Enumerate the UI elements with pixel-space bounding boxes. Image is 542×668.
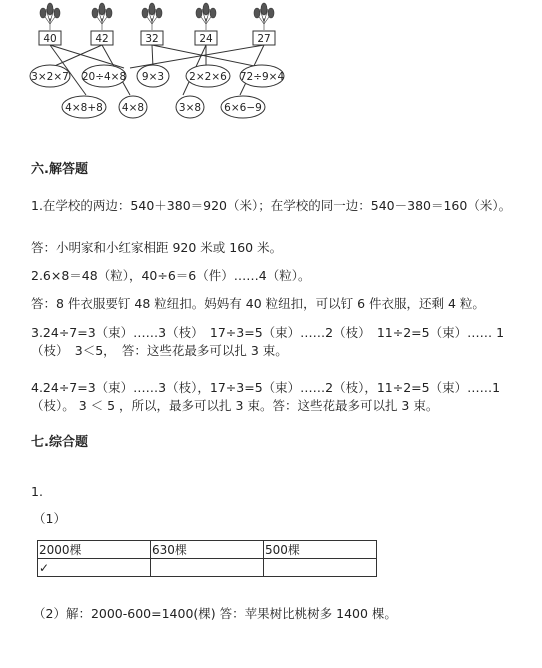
sub1-label: （1） — [33, 511, 66, 526]
sign-40: 40 — [43, 33, 57, 45]
q4-line1: 4.24÷7=3（束）……3（枝），17÷3=5（束）……2（枝），11÷2=5（束）……1 — [31, 380, 501, 395]
table-header-cell: 500棵 — [264, 541, 377, 559]
sub2-text: （2）解：2000-600=1400(棵) 答：苹果树比桃树多 1400 棵。 — [33, 606, 397, 621]
sign-27: 27 — [257, 33, 271, 45]
pot-6x6minus9: 6×6−9 — [224, 102, 262, 114]
pot-4x8plus8: 4×8+8 — [65, 102, 103, 114]
pot-2x2x6: 2×2×6 — [189, 71, 227, 83]
pot-9x3: 9×3 — [141, 71, 165, 83]
sign-42: 42 — [95, 33, 109, 45]
table-cell — [264, 559, 377, 577]
pot-3x2x7: 3×2×7 — [31, 71, 69, 83]
checkmark-cell: ✓ — [38, 559, 151, 577]
q1-text: 1.在学校的两边：540＋380＝920（米）；在学校的同一边：540－380＝160（米）。 — [31, 198, 512, 213]
q1-answer: 答：小明家和小红家相距 920 米或 160 米。 — [31, 240, 283, 255]
flower-icon — [40, 3, 60, 30]
pot-3x8: 3×8 — [178, 102, 202, 114]
flower-icon — [196, 3, 216, 30]
q2-answer: 答：8 件衣服要钉 48 粒纽扣。妈妈有 40 粒纽扣，可以钉 6 件衣服，还剩 4 粒。 — [31, 296, 485, 311]
q2-text: 2.6×8＝48（粒），40÷6＝6（件）……4（粒）。 — [31, 268, 311, 283]
flower-icon — [254, 3, 274, 30]
table-cell — [151, 559, 264, 577]
pot-20div4x8: 20÷4×8 — [81, 71, 127, 83]
table-header-cell: 630棵 — [151, 541, 264, 559]
sign-32: 32 — [145, 33, 159, 45]
table-row — [38, 559, 377, 577]
flower-icon — [92, 3, 112, 30]
pot-72div9x4: 72÷9×4 — [239, 71, 285, 83]
flower-icon — [142, 3, 162, 30]
sign-24: 24 — [199, 33, 213, 45]
section7-heading: 七.综合题 — [31, 435, 88, 450]
section6-heading: 六.解答题 — [31, 162, 88, 177]
table-header-cell: 2000棵 — [38, 541, 151, 559]
matching-diagram — [28, 0, 308, 125]
q4-line2: （枝）。 3 ＜ 5 ，所以，最多可以扎 3 束。答：这些花最多可以扎 3 束。 — [31, 398, 439, 413]
pot-4x8: 4×8 — [121, 102, 145, 114]
q3-line1: 3.24÷7=3（束）……3（枝） 17÷3=5（束）……2（枝） 11÷2=5（束）…… 1 — [31, 325, 505, 340]
q3-line2: （枝） 3＜5， 答：这些花最多可以扎 3 束。 — [31, 343, 288, 358]
answer-table — [37, 540, 377, 577]
table-row — [38, 541, 377, 559]
q1-label: 1. — [31, 484, 43, 499]
